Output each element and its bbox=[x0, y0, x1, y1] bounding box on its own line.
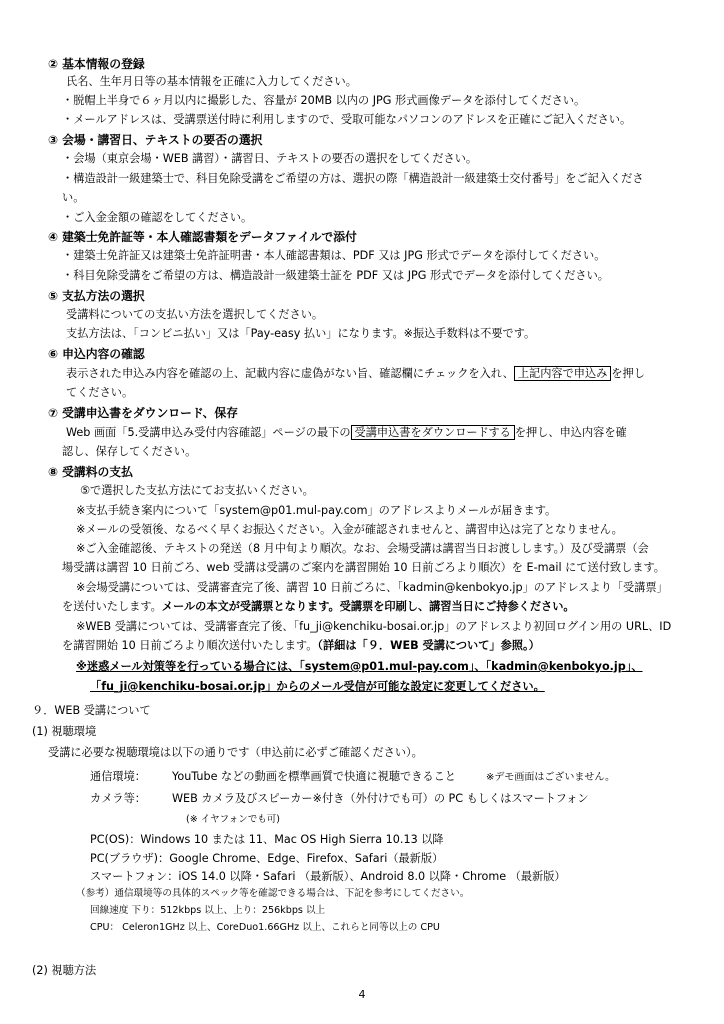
section-8-text-9a: を講習開始 10 日前ごろより順次送付いたします。 bbox=[62, 639, 318, 652]
env-note-camera: (※ イヤフォンでも可) bbox=[186, 814, 280, 825]
section-2-line-3: ・メールアドレスは、受講票送付時に利用しますので、受取可能なパソコンのアドレスを正確にご記入ください。 bbox=[62, 113, 632, 126]
section-2-line-2: ・脱帽上半身で６ヶ月以内に撮影した、容量が 20MB 以内の JPG 形式画像データを添付してください。 bbox=[62, 94, 586, 107]
section-8-line-11: 「fu_ji@kenchiku-bosai.or.jp」からのメール受信が可能な設定に変更してください。 bbox=[90, 680, 545, 693]
section-9-intro: 受講に必要な視聴環境は以下の通りです（申込前に必ずご確認ください）。 bbox=[48, 746, 423, 759]
env-value-camera: WEB カメラ及びスピーカー※付き（外付けでも可）の PC もしくはスマートフォン bbox=[172, 792, 589, 805]
section-9-heading: ９．WEB 受講について bbox=[32, 704, 151, 717]
section-7-line-1 bbox=[66, 425, 627, 441]
spec-cpu: CPU： Celeron1GHz 以上、CoreDuo1.66GHz 以上、これらと同等以上の CPU bbox=[90, 922, 440, 933]
section-3-line-2: ・構造設計一級建築士で、科目免除受講をご希望の方は、選択の際「構造設計一級建築士交付番号」をご記入くださ bbox=[62, 172, 644, 185]
section-5-heading: ⑤ 支払方法の選択 bbox=[48, 289, 145, 303]
spec-pc-os: PC(OS)：Windows 10 または 11、Mac OS High Sierra 10.13 以降 bbox=[90, 833, 444, 846]
section-8-line-10: ※迷惑メール対策等を行っている場合には、「system@p01.mul-pay.com」、「kadmin@kenbokyo.jp」、 bbox=[76, 660, 643, 673]
section-8-text-9b: （詳細は「９．WEB 受講について」参照。） bbox=[317, 639, 540, 652]
section-5-line-2: 支払方法は、「コンビニ払い」又は「Pay-easy 払い」になります。※振込手数料は不要です。 bbox=[66, 327, 536, 340]
section-8-line-7 bbox=[62, 599, 575, 615]
spec-pc-browser: PC(ブラウザ)：Google Chrome、Edge、Firefox、Safari（最新版） bbox=[90, 852, 444, 865]
section-3-line-1: ・会場（東京会場・WEB 講習）・講習日、テキストの要否の選択をしてください。 bbox=[62, 152, 478, 165]
spec-line-speed: 回線速度 下り：512kbps 以上、上り：256kbps 以上 bbox=[90, 905, 326, 916]
spec-smartphone: スマートフォン：iOS 14.0 以降・Safari （最新版）、Android 8.0 以降・Chrome （最新版） bbox=[90, 870, 566, 883]
section-3-line-4: ・ご入金金額の確認をしてください。 bbox=[62, 211, 253, 224]
env-label-network: 通信環境： bbox=[90, 770, 146, 783]
section-3-line-3: い。 bbox=[62, 191, 85, 204]
section-8-line-1: ⑤で選択した支払方法にてお支払いください。 bbox=[80, 484, 314, 497]
env-label-camera: カメラ等： bbox=[90, 792, 146, 805]
section-6-line-1 bbox=[66, 366, 645, 382]
section-8-line-8: ※WEB 受講については、受講審査完了後、「fu_ji@kenchiku-bosai.or.jp」のアドレスより初回ログイン用の URL、ID bbox=[76, 620, 672, 633]
section-3-heading: ③ 会場・講習日、テキストの要否の選択 bbox=[48, 133, 263, 147]
section-6-text-a: 表示された申込み内容を確認の上、記載内容に虚偽がない旨、確認欄にチェックを入れ、 bbox=[66, 367, 514, 380]
env-value-network: YouTube などの動画を標準画質で快適に視聴できること bbox=[172, 770, 456, 783]
section-6-heading: ⑥ 申込内容の確認 bbox=[48, 347, 145, 361]
section-8-line-2: ※支払手続き案内について「system@p01.mul-pay.com」のアドレスよりメールが届きます。 bbox=[76, 504, 557, 517]
section-7-heading: ⑦ 受講申込書をダウンロード、保存 bbox=[48, 406, 238, 420]
section-4-line-1: ・建築士免許証又は建築士免許証明書・本人確認書類は、PDF 又は JPG 形式でデータを添付してください。 bbox=[62, 249, 606, 262]
section-8-text-7b: メールの本文が受講票となります。受講票を印刷し、講習当日にご持参ください。 bbox=[161, 600, 575, 613]
section-9-subheading-2: (2) 視聴方法 bbox=[32, 964, 97, 977]
spec-reference-note: （参考）通信環境等の具体的スペック等を確認できる場合は、下記を参考にしてください。 bbox=[76, 888, 470, 899]
section-8-text-7a: を送付いたします。 bbox=[62, 600, 162, 613]
section-2-heading: ② 基本情報の登録 bbox=[48, 57, 145, 71]
section-8-line-6: ※会場受講については、受講審査完了後、講習 10 日前ごろに、「kadmin@kenbokyo.jp」のアドレスより「受講票」 bbox=[76, 581, 668, 594]
section-6-line-2: てください。 bbox=[66, 386, 134, 399]
section-7-text-a: Web 画面「5.受講申込み受付内容確認」ページの最下の bbox=[66, 426, 351, 439]
section-5-line-1: 受講料についての支払い方法を選択してください。 bbox=[66, 308, 324, 321]
section-6-text-b: を押し bbox=[611, 367, 645, 380]
section-7-text-b: を押し、申込内容を確 bbox=[514, 426, 627, 439]
section-2-line-1: 氏名、生年月日等の基本情報を正確に入力してください。 bbox=[66, 75, 357, 88]
env-note-network: ※デモ画面はございません。 bbox=[486, 772, 615, 783]
page-number: 4 bbox=[358, 988, 366, 1001]
section-8-line-5: 場受講は講習 10 日前ごろ、web 受講は受講のご案内を講習開始 10 日前ごろより順次）を E-mail にて送付致します。 bbox=[62, 561, 665, 574]
section-4-line-2: ・科目免除受講をご希望の方は、構造設計一級建築士証を PDF 又は JPG 形式でデータを添付してください。 bbox=[62, 269, 609, 282]
section-8-heading: ⑧ 受講料の支払 bbox=[48, 465, 133, 479]
download-application-button-label: 受講申込書をダウンロードする bbox=[351, 425, 515, 440]
section-4-heading: ④ 建築士免許証等・本人確認書類をデータファイルで添付 bbox=[48, 230, 357, 244]
section-7-line-2: 認し、保存してください。 bbox=[62, 445, 197, 458]
submit-application-button-label: 上記内容で申込み bbox=[514, 366, 612, 381]
section-8-line-3: ※メールの受領後、なるべく早くお振込ください。入金が確認されませんと、講習申込は完了となりません。 bbox=[76, 523, 623, 536]
section-9-subheading-1: (1) 視聴環境 bbox=[32, 725, 97, 738]
section-8-line-4: ※ご入金確認後、テキストの発送（8 月中旬より順次。なお、会場受講は講習当日お渡しします。）及び受講票（会 bbox=[76, 542, 649, 555]
section-8-line-9 bbox=[62, 638, 540, 654]
